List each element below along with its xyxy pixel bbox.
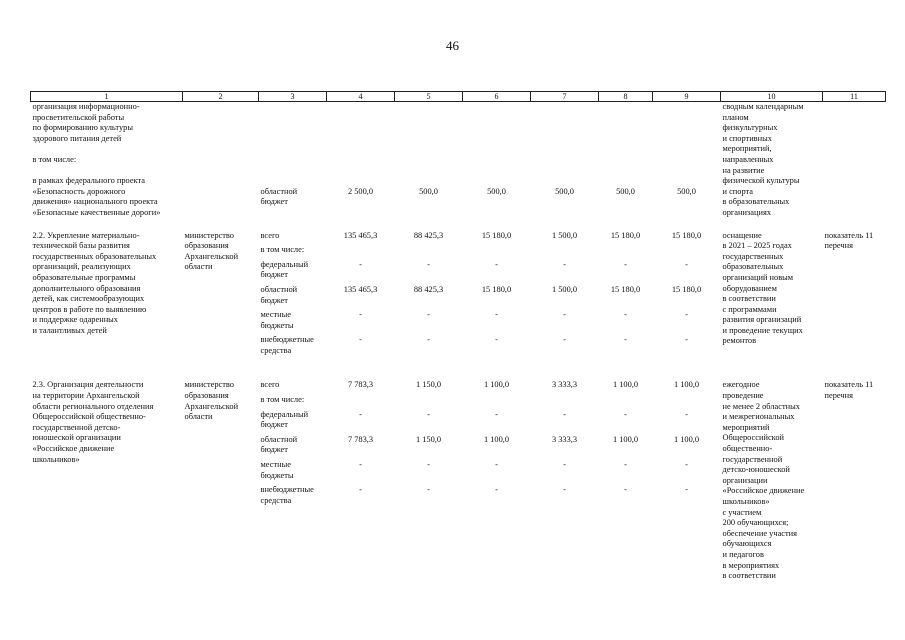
amount-value: 3 333,3: [551, 434, 578, 444]
text-line: детей, как системообразующих: [32, 294, 145, 304]
text-line: «Безопасные качественные дороги»: [32, 207, 161, 217]
text-line: физкультурных: [722, 123, 778, 133]
text-line: в образовательных: [722, 197, 790, 207]
text-line: в соответствии: [722, 571, 776, 581]
value-2022: 500,0: [487, 186, 506, 196]
text-line: в рамках федерального проекта: [32, 176, 145, 186]
column-number: 9: [653, 92, 721, 102]
amount-value: 1 100,0: [673, 380, 700, 390]
text-line: ремонтов: [722, 336, 757, 346]
amount-value: 15 180,0: [481, 284, 512, 294]
value-2025: 500,0: [677, 186, 696, 196]
funding-sources: [259, 380, 327, 581]
column-number: 1: [31, 92, 183, 102]
amount-value: 1 100,0: [673, 434, 700, 444]
text-line: на развитие: [722, 165, 765, 175]
source-label-line: бюджет: [260, 197, 288, 207]
values-2024: [599, 231, 653, 361]
amount-value: [397, 245, 461, 260]
executor-line: министерство: [184, 230, 234, 240]
column-number: 3: [259, 92, 327, 102]
amount-value: [397, 395, 461, 410]
text-line: в соответствии: [722, 294, 776, 304]
values-2025: [653, 231, 721, 361]
text-line: на территории Архангельской: [32, 391, 140, 401]
text-line: и спорта: [722, 186, 754, 196]
text-line: сводным календарным: [722, 102, 804, 111]
amount-value: [465, 395, 529, 410]
text-line: организациях: [722, 207, 772, 217]
indicator-line: показатель 11: [824, 380, 874, 390]
text-line: обеспечение участия: [722, 528, 798, 538]
funding-source: [261, 435, 325, 460]
executor-line: Архангельской: [184, 251, 239, 261]
text-line: планом: [722, 112, 749, 122]
indicator-link: [823, 231, 886, 361]
text-line: проведение: [722, 391, 764, 401]
source-label-line: бюджеты: [260, 320, 294, 330]
text-line: в мероприятиях: [722, 560, 780, 570]
source-label-line: внебюджетные: [260, 485, 314, 495]
executor-line: Архангельской: [184, 401, 239, 411]
amount-value: 1 100,0: [483, 380, 510, 390]
text-line: государственной детско-: [32, 422, 121, 432]
text-line: технической базы развития: [32, 241, 130, 251]
source-label-line: бюджеты: [260, 470, 294, 480]
source-label-line: бюджет: [260, 295, 288, 305]
amount-value: -: [624, 259, 627, 269]
measure-description: [31, 102, 183, 219]
values-total: [327, 380, 395, 581]
text-line: движения» национального проекта: [32, 197, 158, 207]
text-line: Общероссийской: [722, 433, 784, 443]
source-label-line: местные: [260, 310, 291, 320]
measure-row-2-3: [31, 380, 886, 581]
value-total: 2 500,0: [347, 186, 374, 196]
values-2021: [395, 380, 463, 581]
values-total: [327, 231, 395, 361]
amount-value: -: [495, 259, 498, 269]
text-line: [33, 166, 181, 177]
funding-source: [261, 460, 325, 485]
source-label-line: местные: [260, 460, 291, 470]
text-line: 2.2. Укрепление материально-: [32, 230, 140, 240]
amount-value: -: [563, 259, 566, 269]
amount-value: -: [624, 485, 627, 495]
text-line: организаций новым: [722, 272, 794, 282]
text-line: с программами: [722, 304, 777, 314]
source-label-line: в том числе:: [260, 395, 305, 405]
values-2021: [395, 231, 463, 361]
values-2023: [531, 231, 599, 361]
amount-value: [533, 245, 597, 260]
indicator-line: перечня: [824, 391, 853, 401]
text-line: детско-юношеской: [722, 465, 790, 475]
amount-value: 1 150,0: [415, 434, 442, 444]
text-line: «Безопасность дорожного: [32, 186, 126, 196]
text-line: в 2021 – 2025 годах: [722, 241, 792, 251]
text-line: оборудованием: [722, 283, 777, 293]
text-line: и межрегиональных: [722, 412, 795, 422]
measure-row-2-2: [31, 231, 886, 361]
values-2022: [463, 231, 531, 361]
executor-line: министерство: [184, 380, 234, 390]
amount-value: -: [427, 335, 430, 345]
text-line: образовательных: [722, 262, 784, 272]
indicator-line: перечня: [824, 241, 853, 251]
executor-line: области: [184, 412, 213, 422]
source-label-line: областной: [260, 434, 298, 444]
text-line: организации: [722, 475, 768, 485]
text-line: школьников»: [32, 454, 80, 464]
text-line: и проведение текущих: [722, 325, 803, 335]
funding-source: [261, 245, 325, 260]
text-line: [33, 144, 181, 155]
source-label-line: областной: [260, 186, 298, 196]
amount-value: 7 783,3: [347, 434, 374, 444]
expected-results: [721, 231, 823, 361]
amount-value: [601, 395, 651, 410]
amount-value: [533, 395, 597, 410]
amount-value: 15 180,0: [610, 230, 641, 240]
funding-source: [261, 380, 325, 395]
text-line: мероприятий: [722, 422, 770, 432]
amount-value: -: [359, 259, 362, 269]
funding-source: [261, 285, 325, 310]
executor-line: образования: [184, 241, 229, 251]
amount-value: 15 180,0: [671, 230, 702, 240]
responsible-executor: [183, 231, 259, 361]
amount-value: 1 100,0: [612, 380, 639, 390]
amount-value: -: [495, 485, 498, 495]
amount-value: 1 100,0: [612, 434, 639, 444]
amount-value: -: [427, 259, 430, 269]
source-label-line: средства: [260, 495, 292, 505]
page-number: 46: [446, 38, 459, 53]
amount-value: -: [563, 485, 566, 495]
amount-value: -: [359, 310, 362, 320]
source-label-line: в том числе:: [260, 245, 305, 255]
funding-source: [261, 410, 325, 435]
amount-value: -: [359, 409, 362, 419]
amount-value: [655, 245, 719, 260]
amount-value: -: [563, 460, 566, 470]
indicator-line: показатель 11: [824, 230, 874, 240]
text-line: общественно-: [722, 444, 773, 454]
text-line: государственных образовательных: [32, 251, 157, 261]
text-line: организаций, реализующих: [32, 262, 131, 272]
column-number: 5: [395, 92, 463, 102]
amount-value: [465, 245, 529, 260]
column-number: 10: [721, 92, 823, 102]
amount-value: -: [427, 460, 430, 470]
column-number: 2: [183, 92, 259, 102]
values-2024: [599, 380, 653, 581]
amount-value: -: [427, 485, 430, 495]
funding-source: [261, 310, 325, 335]
text-line: области регионального отделения: [32, 401, 154, 411]
source-label-line: федеральный: [260, 409, 309, 419]
source-label-line: бюджет: [260, 270, 288, 280]
source-label-line: бюджет: [260, 420, 288, 430]
amount-value: [329, 395, 393, 410]
amount-value: 1 500,0: [551, 230, 578, 240]
amount-value: -: [563, 409, 566, 419]
amount-value: -: [495, 460, 498, 470]
source-label-line: средства: [260, 345, 292, 355]
amount-value: -: [685, 485, 688, 495]
text-line: «Российское движение: [32, 444, 115, 454]
text-line: просветительской работы: [32, 112, 125, 122]
amount-value: -: [624, 409, 627, 419]
amount-value: -: [624, 460, 627, 470]
budget-table: [30, 91, 886, 582]
funding-source: [261, 231, 325, 246]
column-number: 6: [463, 92, 531, 102]
amount-value: -: [563, 310, 566, 320]
source-label-line: всего: [260, 380, 280, 390]
value-2023: 500,0: [555, 186, 574, 196]
amount-value: -: [495, 335, 498, 345]
amount-value: -: [359, 485, 362, 495]
text-line: организация информационно-: [32, 102, 140, 111]
source-label-line: всего: [260, 230, 280, 240]
text-line: не менее 2 областных: [722, 401, 800, 411]
text-line: Общероссийской общественно-: [32, 412, 146, 422]
column-number: 11: [823, 92, 886, 102]
text-line: оснащение: [722, 230, 762, 240]
text-line: образовательные программы: [32, 272, 136, 282]
source-label-line: федеральный: [260, 259, 309, 269]
amount-value: -: [427, 409, 430, 419]
amount-value: [655, 395, 719, 410]
amount-value: -: [685, 335, 688, 345]
text-line: государственных: [722, 251, 784, 261]
expected-results: [721, 102, 823, 219]
text-line: ежегодное: [722, 380, 760, 390]
amount-value: [329, 245, 393, 260]
text-line: обучающихся: [722, 539, 772, 549]
column-number: 7: [531, 92, 599, 102]
text-line: и талантливых детей: [32, 325, 107, 335]
text-line: и педагогов: [722, 549, 764, 559]
amount-value: -: [495, 310, 498, 320]
amount-value: 135 465,3: [343, 284, 378, 294]
amount-value: -: [359, 460, 362, 470]
source-label-line: бюджет: [260, 445, 288, 455]
value-2024: 500,0: [616, 186, 635, 196]
amount-value: -: [685, 259, 688, 269]
amount-value: -: [495, 409, 498, 419]
text-line: и спортивных: [722, 133, 772, 143]
amount-value: 7 783,3: [347, 380, 374, 390]
source-label-line: областной: [260, 284, 298, 294]
amount-value: -: [624, 335, 627, 345]
amount-value: 88 425,3: [413, 230, 444, 240]
amount-value: 15 180,0: [671, 284, 702, 294]
text-line: «Российское движение: [722, 486, 805, 496]
text-line: и поддержке одаренных: [32, 315, 118, 325]
amount-value: 3 333,3: [551, 380, 578, 390]
funding-source: [261, 335, 325, 360]
funding-source: [261, 260, 325, 285]
continuation-row: [31, 102, 886, 219]
value-2021: 500,0: [419, 186, 438, 196]
amount-value: 15 180,0: [481, 230, 512, 240]
amount-value: -: [359, 335, 362, 345]
funding-sources: [259, 231, 327, 361]
column-number: 4: [327, 92, 395, 102]
expected-results: [721, 380, 823, 581]
text-line: с участием: [722, 507, 762, 517]
text-line: по формированию культуры: [32, 123, 133, 133]
amount-value: 1 150,0: [415, 380, 442, 390]
funding-source: [259, 102, 327, 219]
values-2022: [463, 380, 531, 581]
executor-line: области: [184, 262, 213, 272]
text-line: направленных: [722, 154, 774, 164]
amount-value: 88 425,3: [413, 284, 444, 294]
responsible-executor: [183, 380, 259, 581]
text-line: в том числе:: [32, 154, 77, 164]
source-label-line: внебюджетные: [260, 335, 314, 345]
amount-value: -: [685, 310, 688, 320]
amount-value: -: [427, 310, 430, 320]
text-line: государственной: [722, 454, 783, 464]
amount-value: -: [685, 409, 688, 419]
amount-value: 1 500,0: [551, 284, 578, 294]
text-line: развития организаций: [722, 315, 802, 325]
text-line: здорового питания детей: [32, 133, 122, 143]
text-line: мероприятий,: [722, 144, 772, 154]
amount-value: [601, 245, 651, 260]
text-line: школьников»: [722, 497, 770, 506]
text-line: физической культуры: [722, 176, 800, 186]
text-line: дополнительного образования: [32, 283, 141, 293]
text-line: юношеской организации: [32, 433, 121, 443]
text-line: 200 обучающихся;: [722, 518, 789, 528]
text-line: центров в работе по выявлению: [32, 304, 147, 314]
amount-value: 1 100,0: [483, 434, 510, 444]
text-line: 2.3. Организация деятельности: [32, 380, 144, 390]
measure-description: [31, 380, 183, 581]
amount-value: -: [685, 460, 688, 470]
values-2023: [531, 380, 599, 581]
amount-value: 135 465,3: [343, 230, 378, 240]
values-2025: [653, 380, 721, 581]
executor-line: образования: [184, 391, 229, 401]
column-number-row: [31, 92, 886, 102]
amount-value: 15 180,0: [610, 284, 641, 294]
indicator-link: [823, 380, 886, 581]
funding-source: [261, 395, 325, 410]
measure-description: [31, 231, 183, 361]
amount-value: -: [563, 335, 566, 345]
amount-value: -: [624, 310, 627, 320]
column-number: 8: [599, 92, 653, 102]
funding-source: [261, 485, 325, 510]
